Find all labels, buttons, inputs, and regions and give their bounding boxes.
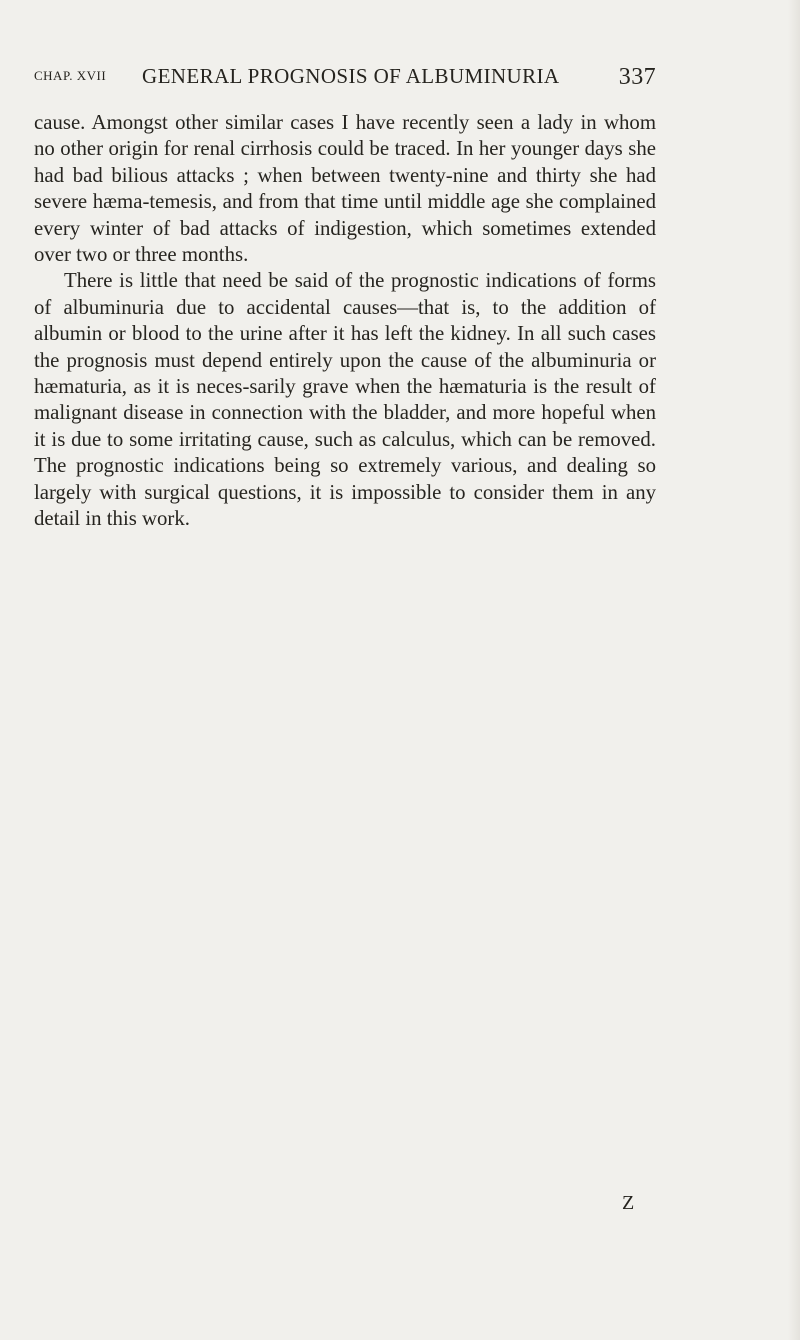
paragraph-continued: cause. Amongst other similar cases I have recently seen a lady in whom no other origin for renal cirrhosis could be traced. In her younger days she had bad bilious attacks ; when between twenty-nine and thirty she had severe hæma-temesis, and from that time until middle age she complained every winter of bad attacks of indigestion, which sometimes extended over two or three months. (34, 111, 656, 267)
signature-mark: Z (622, 1192, 635, 1214)
paragraph-accidental-albuminuria: There is little that need be said of the prognostic indications of forms of albuminuria due to accidental causes—that is, to the addition of albumin or blood to the urine after it has left the kidney. In all such cases the prognosis must depend entirely upon the cause of the albuminuria or hæmaturia, as it is neces-sarily grave when the hæmaturia is the result of malignant disease in connection with the bladder, and more hopeful when it is due to some irritating cause, such as calculus, which can be removed. The prognostic indications being so extremely various, and dealing so largely with surgical questions, it is impossible to consider them in any detail in this work. (34, 269, 656, 531)
page-number: 337 (618, 64, 656, 90)
running-title: GENERAL PROGNOSIS OF ALBUMINURIA (142, 64, 560, 88)
page-edge-shadow (788, 0, 800, 1340)
body-text (34, 110, 656, 533)
chapter-label: CHAP. XVII (34, 68, 107, 83)
running-head (34, 64, 656, 94)
